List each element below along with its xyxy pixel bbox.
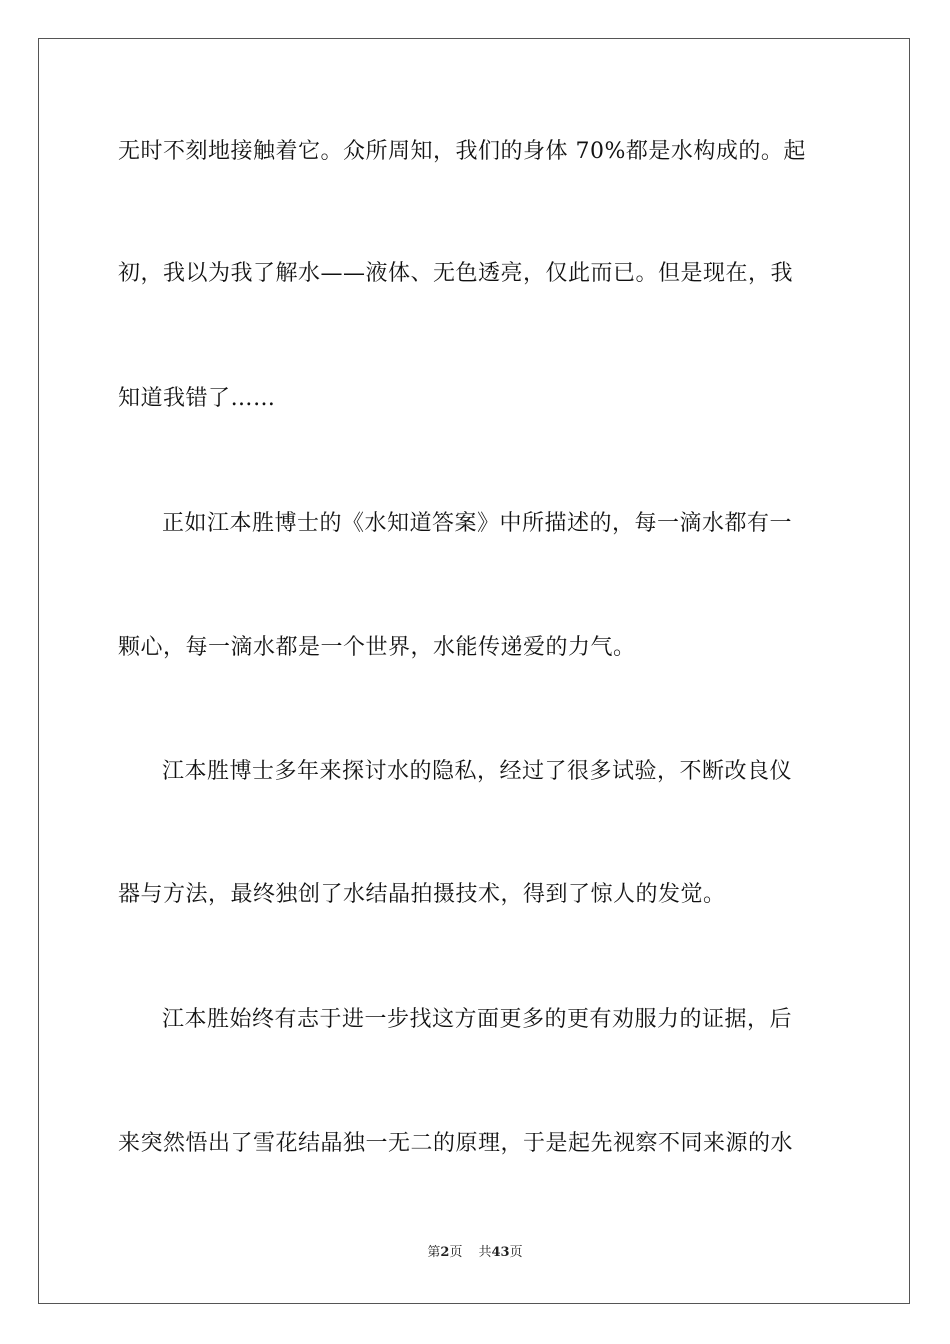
paragraph-line-7: 器与方法，最终独创了水结晶拍摄技术，得到了惊人的发觉。 [118, 882, 726, 907]
footer-page-prefix: 第 [427, 1245, 441, 1260]
page-footer [0, 1243, 950, 1263]
paragraph-line-1: 无时不刻地接触着它。众所周知，我们的身体 70%都是水构成的。起 [118, 139, 806, 164]
footer-total-suffix: 页 [509, 1245, 523, 1260]
footer-total-prefix: 共 [478, 1245, 492, 1260]
paragraph-line-4: 正如江本胜博士的《水知道答案》中所描述的，每一滴水都有一 [162, 511, 793, 536]
paragraph-line-2: 初，我以为我了解水——液体、无色透亮，仅此而已。但是现在，我 [118, 261, 794, 286]
footer-page-number: 2 [440, 1245, 450, 1260]
paragraph-line-8: 江本胜始终有志于进一步找这方面更多的更有劝服力的证据，后 [162, 1007, 793, 1032]
footer-page-suffix: 页 [449, 1245, 463, 1260]
paragraph-line-9: 来突然悟出了雪花结晶独一无二的原理，于是起先视察不同来源的水 [118, 1131, 794, 1156]
paragraph-line-6: 江本胜博士多年来探讨水的隐私，经过了很多试验，不断改良仪 [162, 759, 793, 784]
page-border [38, 38, 910, 1304]
paragraph-line-3: 知道我错了…… [118, 386, 276, 411]
paragraph-line-5: 颗心，每一滴水都是一个世界，水能传递爱的力气。 [118, 635, 636, 660]
footer-total-pages: 43 [491, 1245, 510, 1260]
